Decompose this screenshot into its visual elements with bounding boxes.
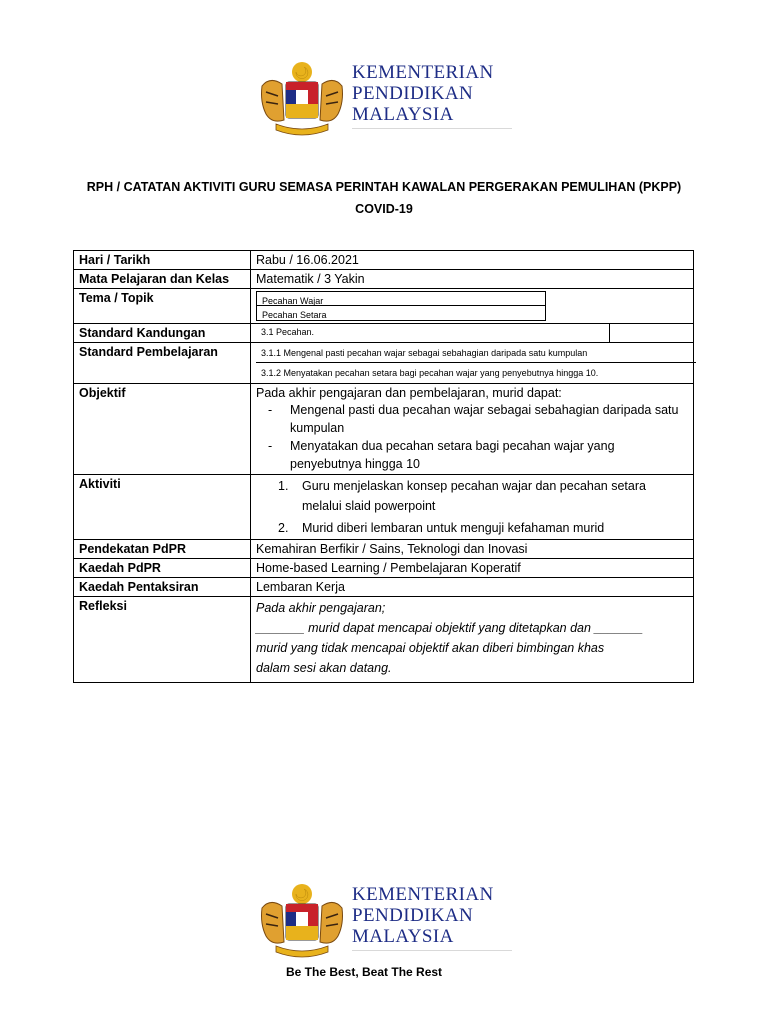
value-pendekatan: Kemahiran Berfikir / Sains, Teknologi dan Inovasi bbox=[251, 540, 694, 559]
label-pentaksiran: Kaedah Pentaksiran bbox=[74, 578, 251, 597]
objektif-list bbox=[256, 401, 688, 473]
refleksi-line: dalam sesi akan datang. bbox=[256, 661, 392, 675]
motto: Be The Best, Beat The Rest bbox=[286, 965, 443, 979]
value-standard-pembelajaran bbox=[251, 343, 694, 384]
value-refleksi bbox=[251, 597, 694, 683]
table-row bbox=[74, 289, 694, 324]
sp-item: 3.1.2 Menyatakan pecahan setara bagi pecahan wajar yang penyebutnya hingga 10. bbox=[256, 363, 696, 383]
refleksi-line: murid yang tidak mencapai objektif akan diberi bimbingan khas bbox=[256, 641, 605, 655]
label-standard-pembelajaran: Standard Pembelajaran bbox=[74, 343, 251, 384]
sp-item: 3.1.1 Mengenal pasti pecahan wajar sebagai sebahagian daripada satu kumpulan bbox=[256, 343, 696, 363]
value-objektif bbox=[251, 384, 694, 475]
header-logo bbox=[256, 58, 516, 140]
table-row bbox=[74, 559, 694, 578]
rph-table bbox=[73, 250, 694, 683]
document-title bbox=[0, 176, 768, 220]
value-pentaksiran: Lembaran Kerja bbox=[251, 578, 694, 597]
logo-line-1: KEMENTERIAN bbox=[352, 62, 494, 83]
table-row bbox=[74, 578, 694, 597]
logo-line-3: MALAYSIA bbox=[352, 104, 454, 125]
malaysia-crest-icon bbox=[256, 880, 348, 962]
refleksi-line: Pada akhir pengajaran; bbox=[256, 601, 386, 615]
list-number: 1. bbox=[278, 479, 289, 493]
label-pendekatan: Pendekatan PdPR bbox=[74, 540, 251, 559]
footer-logo bbox=[256, 880, 516, 962]
table-row bbox=[74, 343, 694, 384]
label-mata-pelajaran: Mata Pelajaran dan Kelas bbox=[74, 270, 251, 289]
title-line-1: RPH / CATATAN AKTIVITI GURU SEMASA PERINTAH KAWALAN PERGERAKAN PEMULIHAN (PKPP) bbox=[86, 180, 682, 194]
label-refleksi: Refleksi bbox=[74, 597, 251, 683]
logo-line-2: PENDIDIKAN bbox=[352, 83, 474, 104]
title-line-2: COVID-19 bbox=[355, 202, 413, 216]
value-hari: Rabu / 16.06.2021 bbox=[251, 251, 694, 270]
logo-line-1: KEMENTERIAN bbox=[352, 884, 494, 905]
value-standard-kandungan bbox=[251, 324, 694, 343]
refleksi-line: _______ murid dapat mencapai objektif yang ditetapkan dan _______ bbox=[256, 621, 644, 635]
label-tema: Tema / Topik bbox=[74, 289, 251, 324]
logo-divider bbox=[352, 128, 512, 129]
logo-line-2: PENDIDIKAN bbox=[352, 905, 474, 926]
value-tema bbox=[251, 289, 694, 324]
malaysia-crest-icon bbox=[256, 58, 348, 140]
list-item bbox=[278, 476, 688, 516]
table-row bbox=[74, 270, 694, 289]
table-row bbox=[74, 251, 694, 270]
list-item: - Mengenal pasti dua pecahan wajar sebagai sebahagian daripada satu kumpulan bbox=[268, 401, 688, 437]
list-text: Guru menjelaskan konsep pecahan wajar dan pecahan setara melalui slaid powerpoint bbox=[302, 479, 646, 513]
table-row bbox=[74, 597, 694, 683]
objektif-intro: Pada akhir pengajaran dan pembelajaran, murid dapat: bbox=[256, 386, 562, 400]
label-standard-kandungan: Standard Kandungan bbox=[74, 324, 251, 343]
label-aktiviti: Aktiviti bbox=[74, 475, 251, 540]
logo-line-3: MALAYSIA bbox=[352, 926, 454, 947]
table-row bbox=[74, 540, 694, 559]
sk-item: 3.1 Pecahan. bbox=[256, 324, 610, 342]
label-kaedah: Kaedah PdPR bbox=[74, 559, 251, 578]
value-aktiviti bbox=[251, 475, 694, 540]
label-objektif: Objektif bbox=[74, 384, 251, 475]
table-row bbox=[74, 384, 694, 475]
list-number: 2. bbox=[278, 521, 289, 535]
table-row bbox=[74, 475, 694, 540]
aktiviti-list bbox=[256, 476, 688, 538]
label-hari: Hari / Tarikh bbox=[74, 251, 251, 270]
value-kaedah: Home-based Learning / Pembelajaran Koperatif bbox=[251, 559, 694, 578]
list-item: - Menyatakan dua pecahan setara bagi pecahan wajar yang penyebutnya hingga 10 bbox=[268, 437, 688, 473]
value-mata-pelajaran: Matematik / 3 Yakin bbox=[251, 270, 694, 289]
tema-item: Pecahan Wajar bbox=[256, 291, 546, 306]
table-row bbox=[74, 324, 694, 343]
list-text: Murid diberi lembaran untuk menguji kefahaman murid bbox=[302, 521, 605, 535]
list-item bbox=[278, 518, 688, 538]
tema-item: Pecahan Setara bbox=[256, 306, 546, 321]
logo-divider bbox=[352, 950, 512, 951]
